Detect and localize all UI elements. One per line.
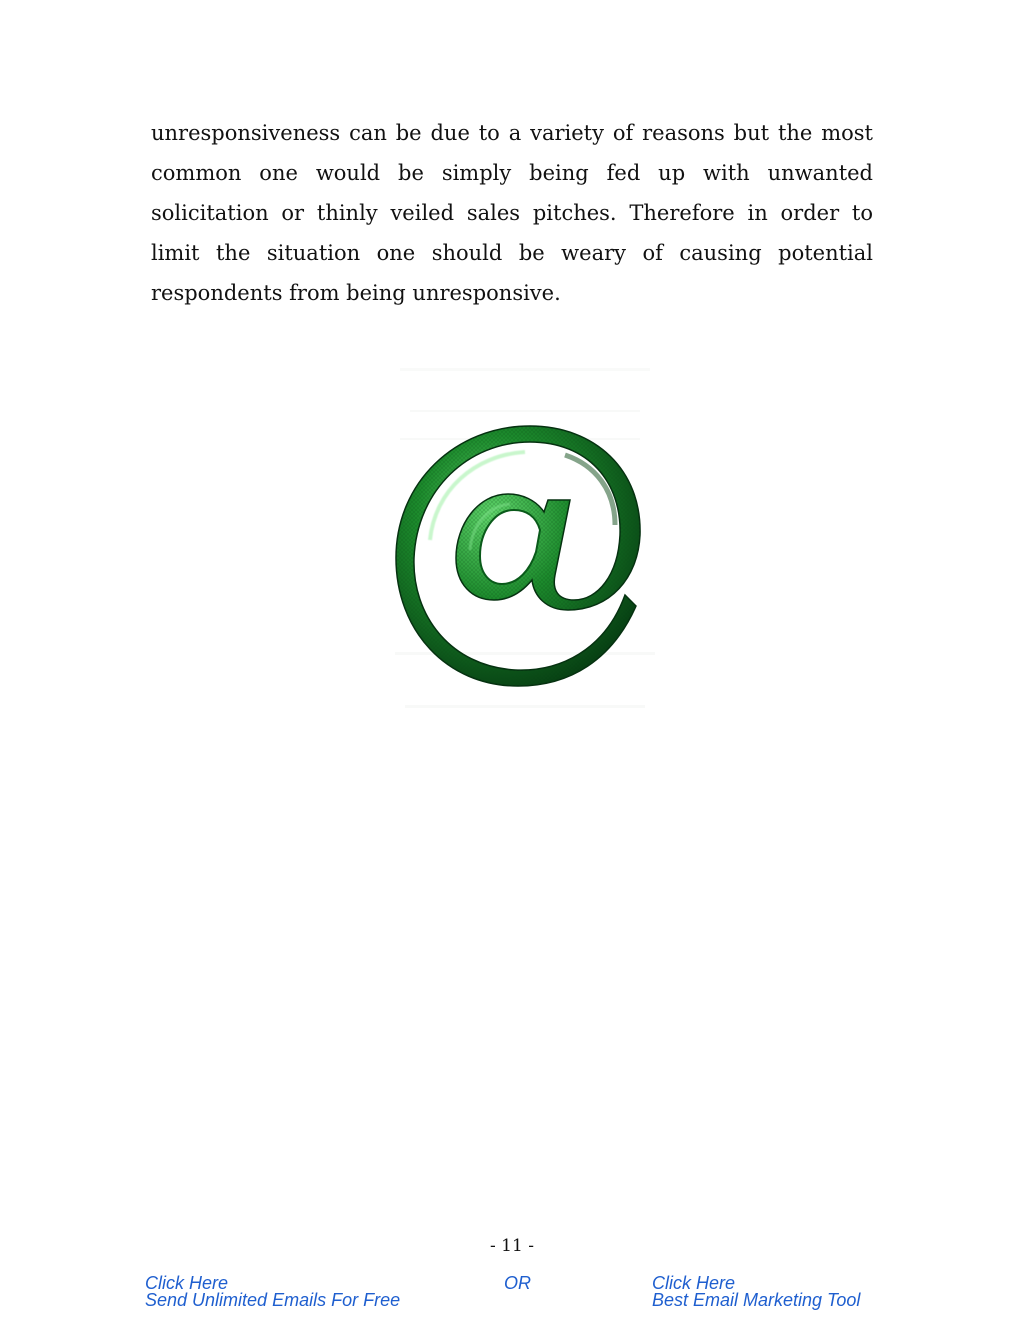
- body-paragraph: unresponsiveness can be due to a variety of reasons but the most common one would be simply being fed up with unwanted solicitation or thinly veiled sales pitches. Therefore in order to limit the situation one should be weary of causing potential respondents from being unresponsive.: [151, 121, 873, 305]
- at-sign-icon: [390, 360, 660, 740]
- send-unlimited-emails-link[interactable]: Send Unlimited Emails For Free: [145, 1290, 401, 1310]
- right-click-here-link[interactable]: Click Here: [652, 1273, 736, 1293]
- page-number: - 11 -: [490, 1236, 534, 1256]
- left-click-here-link[interactable]: Click Here: [145, 1273, 229, 1293]
- at-sign-illustration: [390, 360, 660, 740]
- or-separator: OR: [504, 1273, 531, 1293]
- best-email-marketing-tool-link[interactable]: Best Email Marketing Tool: [652, 1290, 861, 1310]
